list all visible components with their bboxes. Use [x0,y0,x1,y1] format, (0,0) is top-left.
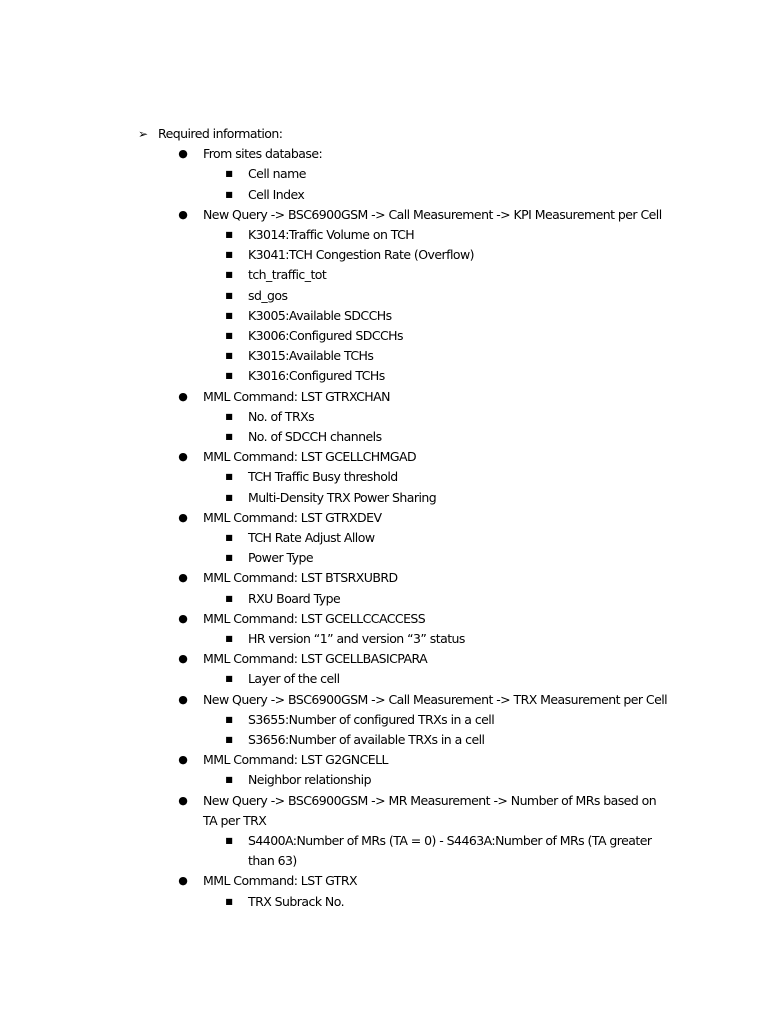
list-item-level-1: New Query -> BSC6900GSM -> Call Measurement -> TRX Measurement per Cell [203,691,668,707]
list-item-level-1: MML Command: LST GCELLCCACCESS [203,610,426,626]
list-item-level-1: MML Command: LST G2GNCELL [203,752,388,768]
square-bullet-icon: ■ [225,411,233,421]
square-bullet-icon: ■ [225,735,233,744]
square-bullet-icon: ■ [225,351,233,361]
list-item-level-1: MML Command: LST BTSRXUBRD [203,570,398,586]
list-item-level-2: TCH Rate Adjust Allow [248,530,375,545]
list-item-level-2: HR version “1” and version “3” status [248,631,465,646]
square-bullet-icon: ■ [225,492,233,502]
list-item-level-2: No. of TRXs [248,408,315,424]
list-item-level-2: TCH Traffic Busy threshold [248,469,398,485]
list-item-level-2: S4400A:Number of MRs (TA = 0) - S4463A:Number of MRs (TA greater [248,833,652,848]
list-item-level-1: New Query -> BSC6900GSM -> Call Measurement -> KPI Measurement per Cell [203,206,662,222]
list-item-level-2: Cell name [248,166,306,182]
disc-bullet-icon: ● [178,571,188,585]
square-bullet-icon: ■ [225,310,233,320]
list-item-level-1: MML Command: LST GCELLBASICPARA [203,651,428,667]
list-item-level-0: Required information: [158,126,283,141]
list-item-level-2: K3005:Available SDCCHs [248,307,392,323]
list-item-level-2: K3006:Configured SDCCHs [248,328,403,343]
square-bullet-icon: ■ [225,896,233,906]
list-item-level-2: tch_traffic_tot [248,267,327,283]
list-item-level-2: Power Type [248,550,313,566]
disc-bullet-icon: ● [178,874,188,888]
disc-bullet-icon: ● [178,389,188,403]
list-item-level-1: TA per TRX [203,812,267,828]
square-bullet-icon: ■ [225,593,233,603]
square-bullet-icon: ■ [225,432,233,441]
list-item-level-2: sd_gos [248,287,288,303]
disc-bullet-icon: ● [178,692,188,706]
square-bullet-icon: ■ [225,714,233,724]
arrow-bullet-icon: ➢ [137,127,149,141]
square-bullet-icon: ■ [225,533,233,542]
list-item-level-2: S3655:Number of configured TRXs in a cell [248,711,495,727]
list-item-level-2: K3015:Available TCHs [248,348,374,364]
square-bullet-icon: ■ [225,250,233,260]
square-bullet-icon: ■ [225,189,233,199]
disc-bullet-icon: ● [178,753,188,767]
list-item-level-2: Multi-Density TRX Power Sharing [248,489,437,505]
square-bullet-icon: ■ [225,331,233,340]
square-bullet-icon: ■ [225,836,233,845]
square-bullet-icon: ■ [225,169,233,179]
square-bullet-icon: ■ [225,270,233,280]
list-item-level-2: than 63) [248,853,297,869]
disc-bullet-icon: ● [178,510,188,524]
square-bullet-icon: ■ [225,290,233,300]
list-item-level-1: MML Command: LST GTRXCHAN [203,388,390,404]
list-item-level-2: Cell Index [248,186,305,202]
square-bullet-icon: ■ [225,674,233,684]
square-bullet-icon: ■ [225,371,233,381]
square-bullet-icon: ■ [225,230,233,239]
list-item-level-1: MML Command: LST GCELLCHMGAD [203,449,417,465]
square-bullet-icon: ■ [225,775,233,785]
disc-bullet-icon: ● [178,611,188,625]
disc-bullet-icon: ● [178,652,188,666]
list-item-level-2: K3016:Configured TCHs [248,368,385,384]
list-item-level-2: No. of SDCCH channels [248,429,382,444]
list-item-level-2: K3014:Traffic Volume on TCH [248,227,415,242]
disc-bullet-icon: ● [178,207,188,221]
square-bullet-icon: ■ [225,472,233,482]
disc-bullet-icon: ● [178,450,188,464]
disc-bullet-icon: ● [178,793,188,807]
list-item-level-2: S3656:Number of available TRXs in a cell [248,732,485,747]
list-item-level-2: K3041:TCH Congestion Rate (Overflow) [248,247,474,263]
list-item-level-1: From sites database: [203,146,323,162]
list-item-level-2: Neighbor relationship [248,772,371,788]
square-bullet-icon: ■ [225,553,233,563]
square-bullet-icon: ■ [225,634,233,643]
list-item-level-1: New Query -> BSC6900GSM -> MR Measurement -> Number of MRs based on [203,792,657,808]
list-item-level-2: Layer of the cell [248,671,340,687]
disc-bullet-icon: ● [178,147,188,161]
list-item-level-1: MML Command: LST GTRX [203,873,358,889]
list-item-level-2: TRX Subrack No. [248,893,345,909]
list-item-level-1: MML Command: LST GTRXDEV [203,509,382,525]
list-item-level-2: RXU Board Type [248,590,341,606]
